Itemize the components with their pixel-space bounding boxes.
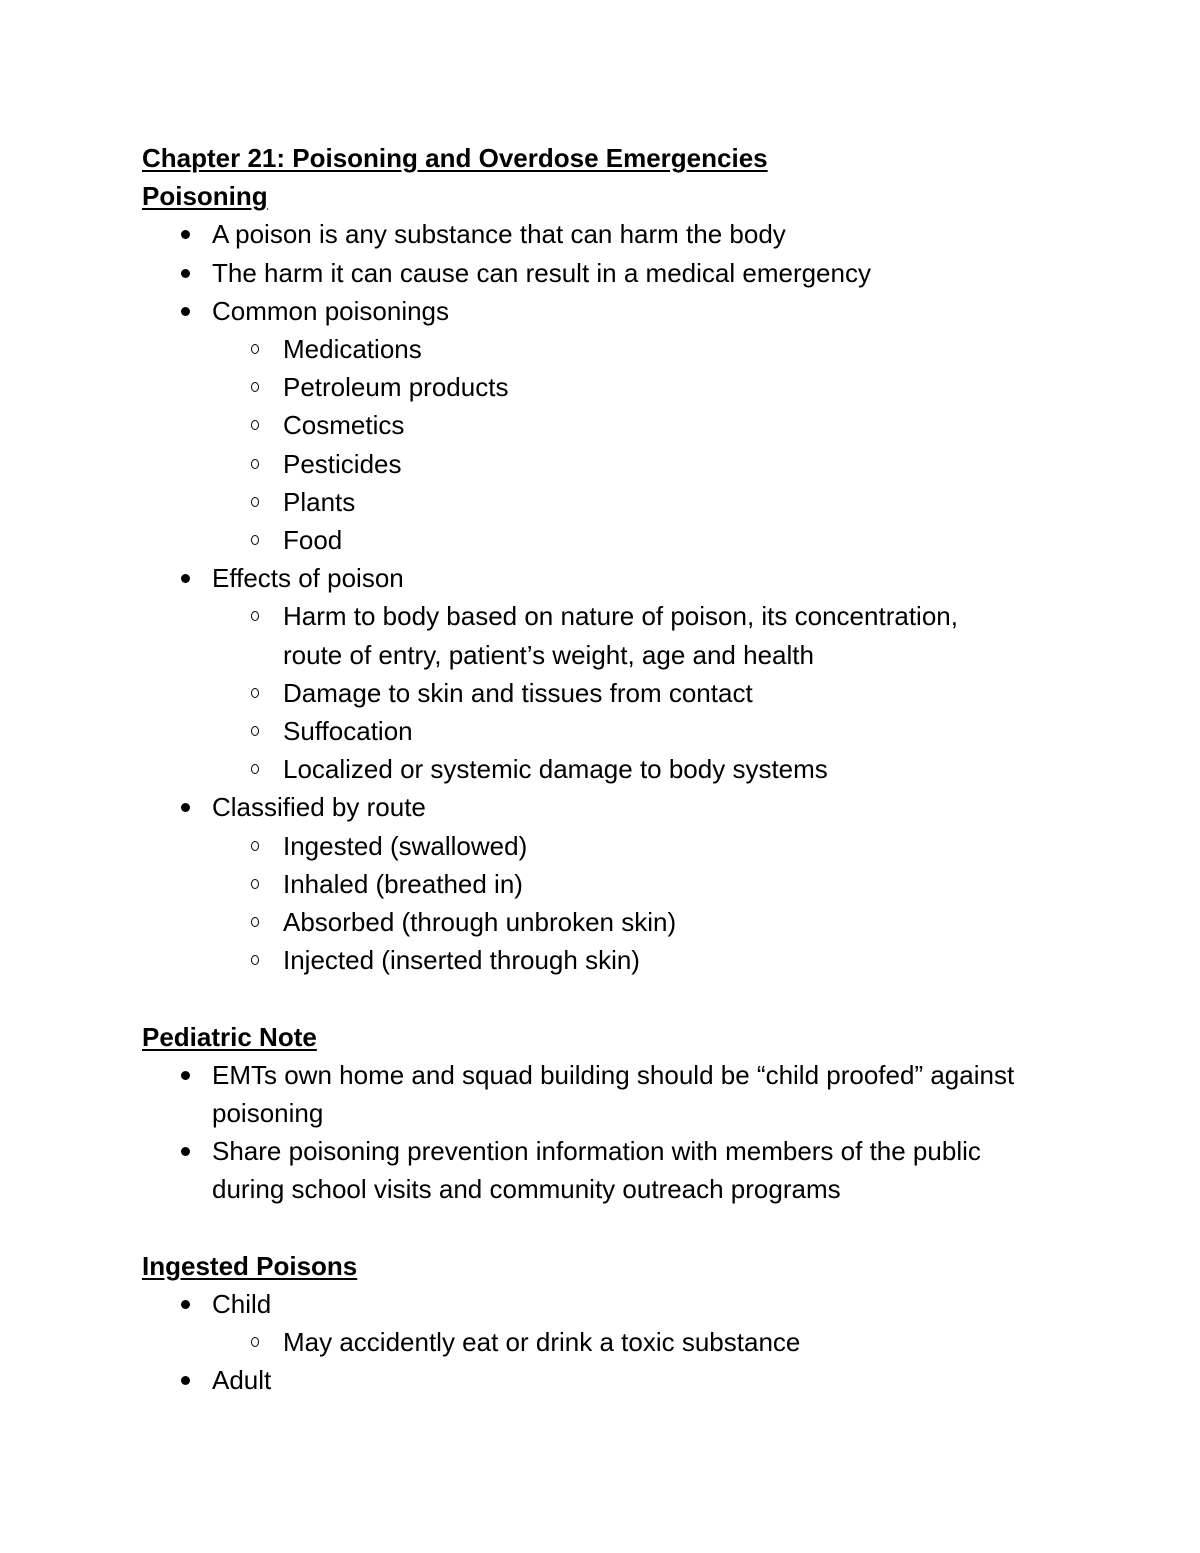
poisoning-list <box>142 215 1102 979</box>
sub-list-item: Food <box>142 521 1102 559</box>
sub-list-item: Medications <box>142 330 1102 368</box>
section-heading-pediatric-note: Pediatric Note <box>142 1021 317 1052</box>
list-item: Common poisonings <box>142 292 1102 330</box>
section-heading-poisoning: Poisoning <box>142 181 268 212</box>
sub-list-item: Damage to skin and tissues from contact <box>142 674 1102 712</box>
sub-list-item: Injected (inserted through skin) <box>142 941 1102 979</box>
document-page <box>142 139 1102 1400</box>
page-title: Chapter 21: Poisoning and Overdose Emergencies <box>142 143 768 173</box>
list-item: Child <box>142 1285 1102 1323</box>
list-item: Adult <box>142 1361 1102 1399</box>
sub-list-item: Suffocation <box>142 712 1102 750</box>
list-item: The harm it can cause can result in a medical emergency <box>142 254 1102 292</box>
list-item: Share poisoning prevention information with members of the public during school visits and community outreach programs <box>142 1132 1042 1208</box>
section-heading-ingested-poisons: Ingested Poisons <box>142 1250 358 1281</box>
sub-list-item: Petroleum products <box>142 368 1102 406</box>
sub-list-item: Pesticides <box>142 445 1102 483</box>
sub-list-item: May accidently eat or drink a toxic substance <box>142 1323 1102 1361</box>
sub-list-item: Localized or systemic damage to body systems <box>142 750 1102 788</box>
sub-list-item: Inhaled (breathed in) <box>142 865 1102 903</box>
list-item: A poison is any substance that can harm the body <box>142 215 1102 253</box>
sub-list-item: Cosmetics <box>142 406 1102 444</box>
pediatric-note-list <box>142 1056 1102 1209</box>
sub-list-item: Absorbed (through unbroken skin) <box>142 903 1102 941</box>
sub-list-item: Harm to body based on nature of poison, its concentration, route of entry, patient’s weight, age and health <box>142 597 1003 673</box>
spacer <box>142 1209 1102 1247</box>
list-item: Effects of poison <box>142 559 1102 597</box>
ingested-poisons-list <box>142 1285 1102 1400</box>
list-item: EMTs own home and squad building should be “child proofed” against poisoning <box>142 1056 1072 1132</box>
spacer <box>142 979 1102 1017</box>
sub-list-item: Plants <box>142 483 1102 521</box>
list-item: Classified by route <box>142 788 1102 826</box>
sub-list-item: Ingested (swallowed) <box>142 827 1102 865</box>
